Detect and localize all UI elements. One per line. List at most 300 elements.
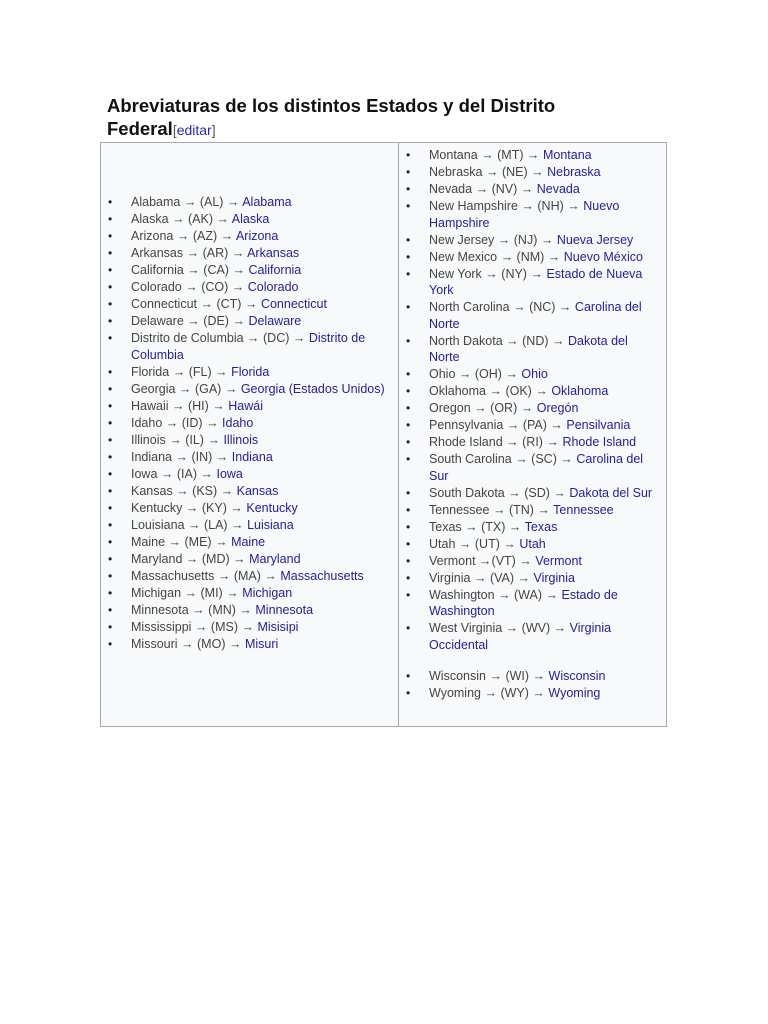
arrow-icon: → bbox=[475, 182, 489, 196]
arrow-icon: → bbox=[226, 585, 239, 600]
state-code: (IL) bbox=[185, 432, 204, 447]
state-code: (NE) bbox=[501, 165, 528, 179]
state-name: Oregon bbox=[429, 401, 471, 415]
state-name: Minnesota bbox=[131, 602, 189, 617]
arrow-icon: → bbox=[517, 570, 530, 585]
arrow-icon: → bbox=[515, 452, 528, 466]
state-code: (VT) bbox=[491, 553, 516, 568]
arrow-icon: → bbox=[492, 502, 506, 517]
state-spanish-link[interactable]: Wisconsin bbox=[548, 669, 606, 683]
state-spanish-link[interactable]: Nueva Jersey bbox=[556, 232, 634, 247]
state-spanish-link[interactable]: Estado de Nueva York bbox=[429, 266, 643, 297]
arrow-icon: → bbox=[531, 165, 544, 179]
state-name: North Dakota bbox=[429, 333, 503, 348]
state-name: Florida bbox=[131, 364, 170, 379]
arrow-icon: → bbox=[506, 333, 519, 348]
state-spanish-link[interactable]: Idaho bbox=[222, 415, 254, 430]
state-list-item bbox=[101, 449, 391, 466]
arrow-icon: → bbox=[172, 364, 186, 379]
state-code: (DE) bbox=[203, 314, 229, 328]
state-name: California bbox=[131, 263, 184, 277]
state-spanish-link[interactable]: Misisipi bbox=[257, 619, 299, 634]
arrow-icon: → bbox=[508, 485, 521, 500]
state-code: (LA) bbox=[203, 517, 228, 532]
state-code: (NC) bbox=[529, 300, 556, 314]
arrow-icon: → bbox=[168, 534, 182, 549]
state-list-item bbox=[101, 262, 391, 279]
state-name: Illinois bbox=[131, 432, 166, 447]
arrow-icon: → bbox=[239, 602, 252, 617]
arrow-icon: → bbox=[546, 435, 559, 449]
state-name: Michigan bbox=[131, 585, 182, 600]
section-title: Abreviaturas de los distintos Estados y del Distrito Federal bbox=[107, 95, 556, 139]
arrow-icon: → bbox=[481, 148, 494, 162]
state-spanish-link[interactable]: Indiana bbox=[231, 449, 273, 464]
arrow-icon: → bbox=[484, 686, 497, 700]
state-spanish-link[interactable]: Luisiana bbox=[247, 517, 294, 532]
state-list-item bbox=[399, 536, 661, 553]
state-list-item bbox=[101, 313, 391, 330]
state-code: (CA) bbox=[203, 263, 229, 277]
state-name: Oklahoma bbox=[429, 384, 486, 398]
state-code: (KY) bbox=[201, 500, 227, 515]
arrow-icon: → bbox=[552, 333, 565, 348]
state-name: Washington bbox=[429, 587, 495, 602]
state-name: Virginia bbox=[429, 570, 471, 585]
arrow-icon: → bbox=[560, 452, 573, 466]
state-code: (MN) bbox=[208, 602, 236, 617]
state-name: Indiana bbox=[131, 449, 173, 464]
state-code: (NV) bbox=[491, 182, 518, 196]
state-name: Hawaii bbox=[131, 398, 169, 413]
state-name: Alaska bbox=[131, 212, 169, 226]
state-code: (WA) bbox=[514, 587, 543, 602]
arrow-icon: → bbox=[550, 418, 563, 432]
state-spanish-link[interactable]: Nebraska bbox=[547, 165, 601, 179]
state-spanish-link[interactable]: Hawái bbox=[228, 398, 264, 413]
state-code: (AZ) bbox=[192, 229, 218, 243]
arrow-icon: → bbox=[226, 195, 240, 209]
state-spanish-link[interactable]: Arkansas bbox=[247, 246, 300, 260]
arrow-icon: → bbox=[172, 398, 185, 413]
arrow-icon: → bbox=[178, 381, 192, 396]
state-list-item bbox=[101, 619, 391, 636]
state-spanish-link[interactable]: Kentucky bbox=[246, 500, 298, 515]
state-name: Rhode Island bbox=[429, 435, 503, 449]
arrow-icon: → bbox=[233, 551, 246, 566]
state-list-item bbox=[101, 381, 391, 398]
state-spanish-link[interactable]: Oklahoma bbox=[551, 384, 609, 398]
arrow-icon: → bbox=[215, 364, 228, 379]
state-spanish-link[interactable]: Delaware bbox=[248, 314, 302, 328]
state-spanish-link[interactable]: Maine bbox=[231, 534, 266, 549]
arrow-icon: → bbox=[519, 553, 532, 568]
state-list-item bbox=[101, 517, 391, 534]
arrow-icon: → bbox=[535, 384, 548, 398]
state-name: New Hampshire bbox=[429, 199, 518, 213]
arrow-icon: → bbox=[485, 165, 499, 179]
state-spanish-link[interactable]: Florida bbox=[231, 364, 270, 379]
state-code: (MT) bbox=[497, 148, 524, 162]
state-code: (IN) bbox=[191, 449, 213, 464]
state-name: Alabama bbox=[131, 195, 181, 209]
arrow-icon: → bbox=[187, 314, 200, 328]
arrow-icon: → bbox=[526, 148, 540, 162]
arrow-icon: → bbox=[187, 263, 200, 277]
arrow-icon: → bbox=[521, 199, 534, 213]
state-spanish-link[interactable]: Connecticut bbox=[260, 297, 327, 311]
state-spanish-link[interactable]: California bbox=[248, 263, 302, 277]
state-name: Tennessee bbox=[429, 502, 490, 517]
state-code: (TX) bbox=[481, 519, 506, 534]
state-code: (ID) bbox=[181, 415, 203, 430]
state-list-item bbox=[101, 534, 391, 551]
arrow-icon: → bbox=[292, 331, 306, 345]
state-spanish-link[interactable]: Virginia bbox=[533, 570, 575, 585]
state-code: (ME) bbox=[184, 534, 212, 549]
arrow-icon: → bbox=[172, 212, 185, 226]
state-list-item bbox=[101, 551, 391, 568]
states-list-left bbox=[101, 194, 391, 653]
state-list-item bbox=[101, 585, 391, 602]
state-code: (OR) bbox=[490, 401, 518, 415]
arrow-icon: → bbox=[192, 602, 205, 617]
state-list-item bbox=[399, 553, 661, 570]
arrow-icon: → bbox=[188, 517, 201, 532]
state-code: (MA) bbox=[233, 568, 261, 583]
state-name: North Carolina bbox=[429, 300, 510, 314]
arrow-icon: → bbox=[165, 415, 179, 430]
state-name: New York bbox=[429, 266, 482, 281]
arrow-icon: → bbox=[186, 246, 200, 260]
state-code: (SC) bbox=[531, 452, 557, 466]
state-code: (GA) bbox=[194, 381, 222, 396]
arrow-icon: → bbox=[215, 534, 228, 549]
state-spanish-link[interactable]: Michigan bbox=[242, 585, 293, 600]
arrow-icon: → bbox=[220, 229, 234, 243]
arrow-icon: → bbox=[506, 435, 519, 449]
state-spanish-link[interactable]: Carolina del Norte bbox=[429, 300, 642, 331]
state-list-item bbox=[101, 432, 391, 449]
arrow-icon: → bbox=[489, 669, 502, 683]
state-name: New Jersey bbox=[429, 232, 495, 247]
arrow-icon: → bbox=[185, 280, 198, 294]
state-name: Nebraska bbox=[429, 165, 483, 179]
state-name: Ohio bbox=[429, 367, 456, 381]
state-code: (CT) bbox=[216, 297, 242, 311]
state-spanish-link[interactable]: Ohio bbox=[521, 367, 548, 381]
arrow-icon: → bbox=[532, 686, 545, 700]
arrow-icon: → bbox=[567, 199, 580, 213]
state-spanish-link[interactable]: Georgia (Estados Unidos) bbox=[240, 381, 385, 396]
arrow-icon: → bbox=[485, 266, 498, 281]
state-list-item bbox=[101, 228, 391, 245]
state-spanish-link[interactable]: Texas bbox=[524, 519, 558, 534]
arrow-icon: → bbox=[241, 619, 254, 634]
state-list-item bbox=[101, 398, 391, 415]
edit-section-link-wrapper: [editar] bbox=[172, 122, 216, 138]
state-spanish-link[interactable]: Nevada bbox=[536, 182, 580, 196]
arrow-icon: → bbox=[232, 263, 245, 277]
state-name: Iowa bbox=[131, 466, 158, 481]
state-spanish-link[interactable]: Kansas bbox=[236, 483, 279, 498]
arrow-icon: → bbox=[503, 536, 516, 551]
state-spanish-link[interactable]: Minnesota bbox=[255, 602, 314, 617]
state-list-item bbox=[399, 485, 661, 502]
arrow-icon: → bbox=[530, 266, 543, 281]
state-spanish-link[interactable]: Estado de Washington bbox=[429, 587, 618, 618]
state-code: (OH) bbox=[474, 367, 502, 381]
state-list-item bbox=[399, 232, 661, 249]
state-code: (KS) bbox=[192, 483, 218, 498]
arrow-icon: → bbox=[231, 280, 245, 294]
state-code: (AR) bbox=[202, 246, 229, 260]
state-name: West Virginia bbox=[429, 621, 503, 635]
state-name: South Dakota bbox=[429, 485, 505, 500]
state-spanish-link[interactable]: Nuevo México bbox=[563, 249, 643, 264]
state-spanish-link[interactable]: Pensilvania bbox=[566, 418, 631, 432]
state-list-item bbox=[101, 602, 391, 619]
state-code: (NJ) bbox=[513, 232, 538, 247]
state-name: Nevada bbox=[429, 182, 473, 196]
state-name: Arkansas bbox=[131, 246, 184, 260]
state-code: (OK) bbox=[505, 384, 532, 398]
state-spanish-link[interactable]: Misuri bbox=[244, 636, 279, 651]
state-name: New Mexico bbox=[429, 249, 498, 264]
state-code: (MO) bbox=[197, 636, 226, 651]
state-list-item bbox=[399, 299, 661, 332]
state-list-item bbox=[101, 500, 391, 517]
arrow-icon: → bbox=[176, 229, 190, 243]
state-list-item bbox=[101, 415, 391, 432]
state-code: (FL) bbox=[188, 364, 212, 379]
arrow-icon: → bbox=[206, 415, 219, 430]
state-spanish-link[interactable]: Dakota del Norte bbox=[429, 333, 628, 364]
state-name: Texas bbox=[429, 519, 462, 534]
arrow-icon: → bbox=[220, 483, 234, 498]
state-list-item bbox=[399, 164, 661, 181]
state-name: Idaho bbox=[131, 415, 163, 430]
arrow-icon: → bbox=[244, 297, 258, 311]
state-code: (IA) bbox=[176, 466, 198, 481]
state-code: (RI) bbox=[522, 435, 543, 449]
state-spanish-link[interactable]: Rhode Island bbox=[562, 435, 637, 449]
arrow-icon: → bbox=[200, 466, 213, 481]
state-code: (HI) bbox=[187, 398, 209, 413]
arrow-icon: → bbox=[181, 636, 194, 651]
arrow-icon: → bbox=[558, 300, 572, 314]
state-list-item bbox=[399, 400, 661, 417]
state-code: (MI) bbox=[200, 585, 223, 600]
state-name: Maryland bbox=[131, 551, 183, 566]
state-list-item bbox=[399, 366, 661, 383]
states-list-right bbox=[399, 147, 661, 702]
state-name: Georgia bbox=[131, 381, 176, 396]
state-list-item bbox=[101, 245, 391, 262]
arrow-icon: → bbox=[200, 297, 213, 311]
state-name: Delaware bbox=[131, 314, 184, 328]
arrow-icon: → bbox=[520, 401, 534, 415]
arrow-icon: → bbox=[160, 466, 174, 481]
state-spanish-link[interactable]: Virginia Occidental bbox=[429, 621, 612, 652]
abbreviations-table bbox=[100, 142, 667, 727]
state-spanish-link[interactable]: Tennessee bbox=[553, 502, 614, 517]
state-spanish-link[interactable]: Vermont bbox=[535, 553, 582, 568]
arrow-icon: → bbox=[184, 585, 198, 600]
state-name: Vermont bbox=[429, 553, 476, 568]
arrow-icon: → bbox=[169, 432, 182, 447]
state-spanish-link[interactable]: Dakota del Sur bbox=[569, 485, 653, 500]
state-spanish-link[interactable]: Utah bbox=[519, 536, 546, 551]
state-list-item bbox=[399, 434, 661, 451]
arrow-icon: → bbox=[232, 314, 245, 328]
state-spanish-link[interactable]: Montana bbox=[542, 148, 592, 162]
state-code: (TN) bbox=[508, 502, 534, 517]
state-name: Utah bbox=[429, 536, 456, 551]
arrow-icon: → bbox=[489, 384, 502, 398]
arrow-icon: → bbox=[506, 418, 520, 432]
state-list-item bbox=[101, 330, 391, 363]
state-spanish-link[interactable]: Massachusetts bbox=[280, 568, 364, 583]
arrow-icon: → bbox=[458, 536, 472, 551]
state-code: (SD) bbox=[524, 485, 550, 500]
state-list-item bbox=[399, 451, 661, 484]
state-list-item bbox=[399, 249, 661, 266]
arrow-icon: → bbox=[247, 331, 260, 345]
state-code: (MS) bbox=[210, 619, 238, 634]
state-code: (NH) bbox=[537, 199, 564, 213]
arrow-icon: → bbox=[215, 449, 229, 464]
state-spanish-link[interactable]: Arizona bbox=[235, 229, 279, 243]
state-name: Wyoming bbox=[429, 686, 481, 700]
state-list-item bbox=[399, 570, 661, 587]
state-code: (UT) bbox=[474, 536, 500, 551]
state-list-item bbox=[399, 417, 661, 434]
arrow-icon: → bbox=[520, 182, 534, 196]
arrow-icon: → bbox=[458, 367, 472, 381]
state-spanish-link[interactable]: Distrito de Columbia bbox=[131, 331, 366, 362]
state-list-item bbox=[101, 211, 391, 228]
arrow-icon: → bbox=[217, 568, 231, 583]
state-list-item bbox=[101, 483, 391, 500]
arrow-icon: → bbox=[553, 485, 566, 500]
arrow-icon: → bbox=[230, 500, 243, 515]
arrow-icon: → bbox=[500, 249, 514, 264]
state-spanish-link[interactable]: Colorado bbox=[247, 280, 299, 294]
state-list-item bbox=[101, 194, 391, 211]
state-name: Connecticut bbox=[131, 297, 198, 311]
arrow-icon: → bbox=[545, 587, 558, 602]
arrow-icon: → bbox=[505, 621, 519, 635]
state-code: (MD) bbox=[201, 551, 230, 566]
state-name: Louisiana bbox=[131, 517, 185, 532]
state-code: (NM) bbox=[516, 249, 545, 264]
arrow-icon: → bbox=[473, 570, 487, 585]
state-spanish-link[interactable]: Nuevo Hampshire bbox=[429, 199, 620, 230]
state-spanish-link[interactable]: Illinois bbox=[223, 432, 259, 447]
state-spanish-link[interactable]: Oregón bbox=[536, 401, 579, 415]
edit-section-link[interactable]: editar bbox=[176, 122, 212, 138]
state-code: (DC) bbox=[263, 331, 290, 345]
state-list-item bbox=[101, 279, 391, 296]
state-list-item bbox=[399, 383, 661, 400]
arrow-icon: → bbox=[474, 401, 487, 415]
arrow-icon: → bbox=[505, 367, 518, 381]
state-code: (PA) bbox=[522, 418, 547, 432]
arrow-icon: → bbox=[513, 300, 526, 314]
arrow-icon: → bbox=[532, 669, 546, 683]
arrow-icon: → bbox=[183, 195, 197, 209]
state-code: (AK) bbox=[188, 212, 213, 226]
state-list-item bbox=[399, 147, 661, 164]
state-spanish-link[interactable]: Iowa bbox=[216, 466, 243, 481]
state-name: Kansas bbox=[131, 483, 173, 498]
state-list-item bbox=[399, 668, 661, 685]
arrow-icon: → bbox=[479, 553, 492, 568]
state-list-item bbox=[399, 519, 661, 536]
arrow-icon: → bbox=[176, 483, 189, 498]
arrow-icon: → bbox=[498, 587, 511, 602]
state-list-item bbox=[399, 502, 661, 519]
state-spanish-link[interactable]: Alaska bbox=[231, 212, 270, 226]
state-list-item bbox=[399, 587, 661, 620]
arrow-icon: → bbox=[212, 398, 225, 413]
arrow-icon: → bbox=[194, 619, 208, 634]
state-name: Arizona bbox=[131, 229, 174, 243]
state-code: (WY) bbox=[500, 686, 529, 700]
state-name: Missouri bbox=[131, 636, 178, 651]
arrow-icon: → bbox=[465, 519, 478, 534]
state-name: Kentucky bbox=[131, 500, 183, 515]
state-name: Montana bbox=[429, 148, 478, 162]
state-name: Massachusetts bbox=[131, 568, 215, 583]
state-spanish-link[interactable]: Carolina del Sur bbox=[429, 452, 644, 483]
state-name: Colorado bbox=[131, 280, 182, 294]
arrow-icon: → bbox=[224, 381, 238, 396]
state-list-item bbox=[399, 181, 661, 198]
state-name: South Carolina bbox=[429, 452, 512, 466]
state-spanish-link[interactable]: Maryland bbox=[249, 551, 301, 566]
state-code: (NY) bbox=[501, 266, 527, 281]
arrow-icon: → bbox=[207, 432, 220, 447]
arrow-icon: → bbox=[547, 249, 561, 264]
state-list-item bbox=[399, 266, 661, 299]
state-code: (ND) bbox=[522, 333, 549, 348]
arrow-icon: → bbox=[537, 502, 550, 517]
state-name: Maine bbox=[131, 534, 166, 549]
state-code: (AL) bbox=[199, 195, 224, 209]
state-name: Pennsylvania bbox=[429, 418, 504, 432]
arrow-icon: → bbox=[216, 212, 229, 226]
state-list-item bbox=[101, 568, 391, 585]
arrow-icon: → bbox=[497, 232, 511, 247]
state-name: Mississippi bbox=[131, 619, 192, 634]
arrow-icon: → bbox=[175, 449, 188, 464]
arrow-icon: → bbox=[228, 636, 242, 651]
state-spanish-link[interactable]: Wyoming bbox=[548, 686, 601, 700]
state-name: Distrito de Columbia bbox=[131, 331, 244, 345]
state-spanish-link[interactable]: Alabama bbox=[242, 195, 292, 209]
state-list-item bbox=[101, 466, 391, 483]
state-list-item bbox=[101, 364, 391, 381]
state-code: (WV) bbox=[521, 621, 551, 635]
arrow-icon: → bbox=[540, 232, 554, 247]
arrow-icon: → bbox=[231, 517, 244, 532]
arrow-icon: → bbox=[264, 568, 277, 583]
state-code: (CO) bbox=[201, 280, 229, 294]
state-list-item bbox=[399, 685, 661, 702]
state-code: (WI) bbox=[505, 669, 530, 683]
